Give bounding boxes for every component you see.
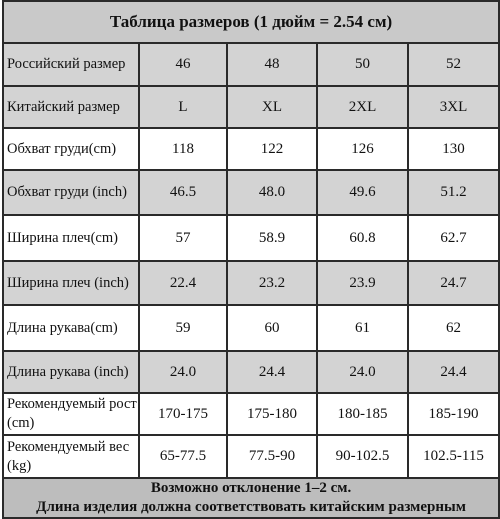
table-row [3, 351, 499, 393]
row-label: Российский размер [3, 43, 139, 86]
table-row [3, 215, 499, 261]
cell-value: 180-185 [317, 393, 408, 435]
table-row [3, 305, 499, 351]
size-table [2, 0, 500, 519]
cell-value: 50 [317, 43, 408, 86]
cell-value: 57 [139, 215, 227, 261]
row-label: Длина рукава(cm) [3, 305, 139, 351]
cell-value: 46.5 [139, 170, 227, 215]
row-label: Длина рукава (inch) [3, 351, 139, 393]
cell-value: 23.2 [227, 261, 317, 305]
deviation-note: Возможно отклонение 1–2 см. [150, 480, 352, 496]
cell-value: 60 [227, 305, 317, 351]
cell-value: 60.8 [317, 215, 408, 261]
table-row [3, 128, 499, 170]
cell-value: 77.5-90 [227, 435, 317, 478]
cell-value: 24.7 [408, 261, 499, 305]
cell-value: 62 [408, 305, 499, 351]
size-chart [2, 0, 498, 515]
cell-value: 2XL [317, 86, 408, 128]
table-title: Таблица размеров (1 дюйм = 2.54 см) [3, 1, 499, 43]
cell-value: 175-180 [227, 393, 317, 435]
table-row [3, 261, 499, 305]
cell-value: 61 [317, 305, 408, 351]
cell-value: 22.4 [139, 261, 227, 305]
cell-value: 90-102.5 [317, 435, 408, 478]
cell-value: 24.4 [408, 351, 499, 393]
size-note: Длина изделия должна соответствовать китайским размерным [36, 499, 466, 515]
cell-value: 170-175 [139, 393, 227, 435]
table-row [3, 435, 499, 478]
cell-value: 24.0 [317, 351, 408, 393]
table-footer [3, 478, 499, 518]
cell-value: XL [227, 86, 317, 128]
table-row [3, 170, 499, 215]
cell-value: 62.7 [408, 215, 499, 261]
row-label: Ширина плеч (inch) [3, 261, 139, 305]
cell-value: 48 [227, 43, 317, 86]
cell-value: 24.4 [227, 351, 317, 393]
cell-value: 24.0 [139, 351, 227, 393]
row-label: Китайский размер [3, 86, 139, 128]
cell-value: 52 [408, 43, 499, 86]
cell-value: 23.9 [317, 261, 408, 305]
table-row [3, 393, 499, 435]
cell-value: 58.9 [227, 215, 317, 261]
row-label: Обхват груди(cm) [3, 128, 139, 170]
cell-value: 46 [139, 43, 227, 86]
cell-value: 49.6 [317, 170, 408, 215]
cell-value: 65-77.5 [139, 435, 227, 478]
cell-value: 59 [139, 305, 227, 351]
cell-value: L [139, 86, 227, 128]
row-label: Ширина плеч(cm) [3, 215, 139, 261]
row-label: Рекомендуемый рост(cm) [3, 393, 139, 435]
cell-value: 185-190 [408, 393, 499, 435]
cell-value: 48.0 [227, 170, 317, 215]
row-label: Обхват груди (inch) [3, 170, 139, 215]
table-row [3, 43, 499, 86]
cell-value: 51.2 [408, 170, 499, 215]
cell-value: 122 [227, 128, 317, 170]
cell-value: 130 [408, 128, 499, 170]
cell-value: 118 [139, 128, 227, 170]
cell-value: 3XL [408, 86, 499, 128]
row-label: Рекомендуемый вес (kg) [3, 435, 139, 478]
table-row [3, 86, 499, 128]
cell-value: 126 [317, 128, 408, 170]
cell-value: 102.5-115 [408, 435, 499, 478]
